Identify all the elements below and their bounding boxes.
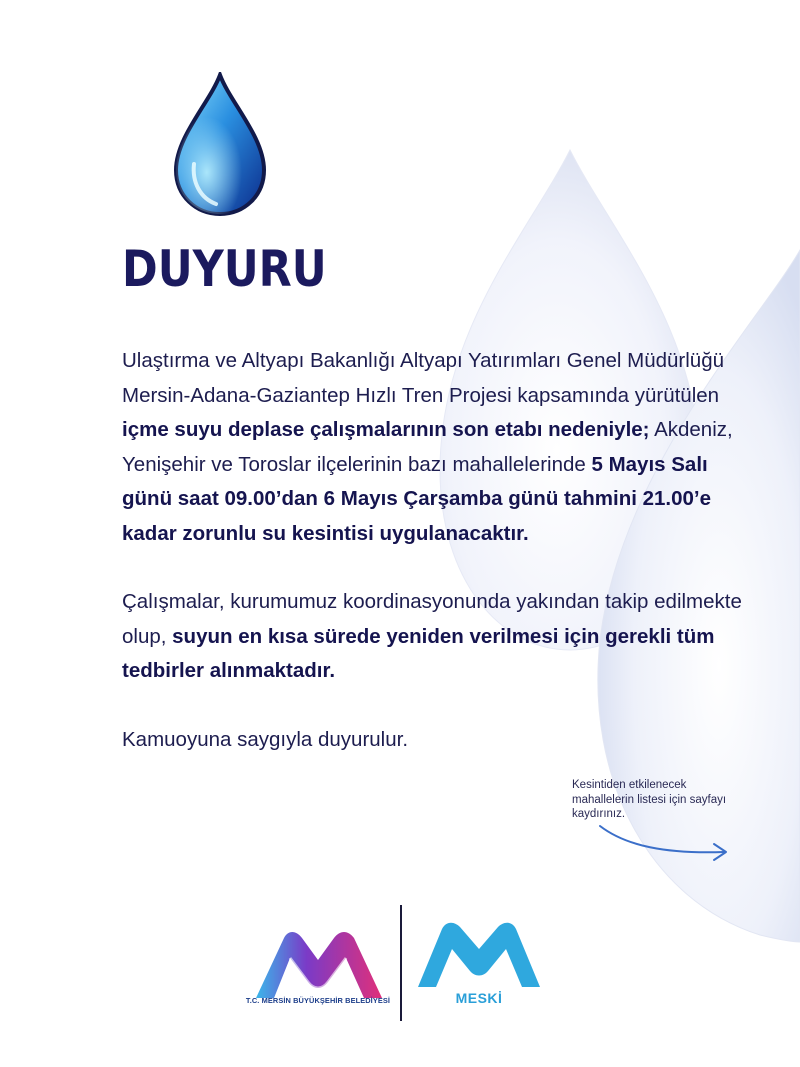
- announcement-body: [122, 344, 762, 791]
- paragraph-2-text-a: Çalışmalar, kurumumuz koordinasyonunda yakından takip edilmekte olup,: [122, 590, 742, 648]
- meski-logo-text: MESKİ: [455, 990, 503, 1006]
- paragraph-1: [122, 344, 762, 551]
- paragraph-1-bold-b: 5 Mayıs Salı günü saat 09.00’dan 6 Mayıs Çarşamba günü tahmini 21.00’e kadar zorunlu su kesintisi uygulanacaktır.: [122, 452, 712, 545]
- paragraph-1-bold-a: içme suyu deplase çalışmalarının son etabı nedeniyle;: [122, 418, 650, 441]
- arrow-right-icon: [596, 820, 736, 870]
- paragraph-1-text-a: Ulaştırma ve Altyapı Bakanlığı Altyapı Yatırımları Genel Müdürlüğü Mersin-Adana-Gaziantep Hızlı Tren Projesi kapsamında yürütülen: [122, 349, 724, 407]
- paragraph-2: [122, 585, 762, 689]
- meski-logo: [412, 915, 546, 995]
- paragraph-1-text-b: Akdeniz, Yenişehir ve Toroslar ilçelerinin bazı mahallelerinde: [122, 418, 733, 476]
- scroll-hint-text: Kesintiden etkilenecek mahallelerin listesi için sayfayı kaydırınız.: [572, 779, 727, 820]
- announcement-title: DUYURU: [122, 240, 327, 298]
- logo-divider: [400, 905, 402, 1021]
- paragraph-2-bold-a: suyun en kısa sürede yeniden verilmesi için gerekli tüm tedbirler alınmaktadır.: [122, 624, 715, 682]
- mersin-buyuksehir-logo-text: T.C. MERSİN BÜYÜKŞEHİR BELEDİYESİ: [245, 996, 391, 1005]
- water-drop-icon: [170, 72, 270, 218]
- paragraph-3: Kamuoyuna saygıyla duyurulur.: [122, 727, 409, 751]
